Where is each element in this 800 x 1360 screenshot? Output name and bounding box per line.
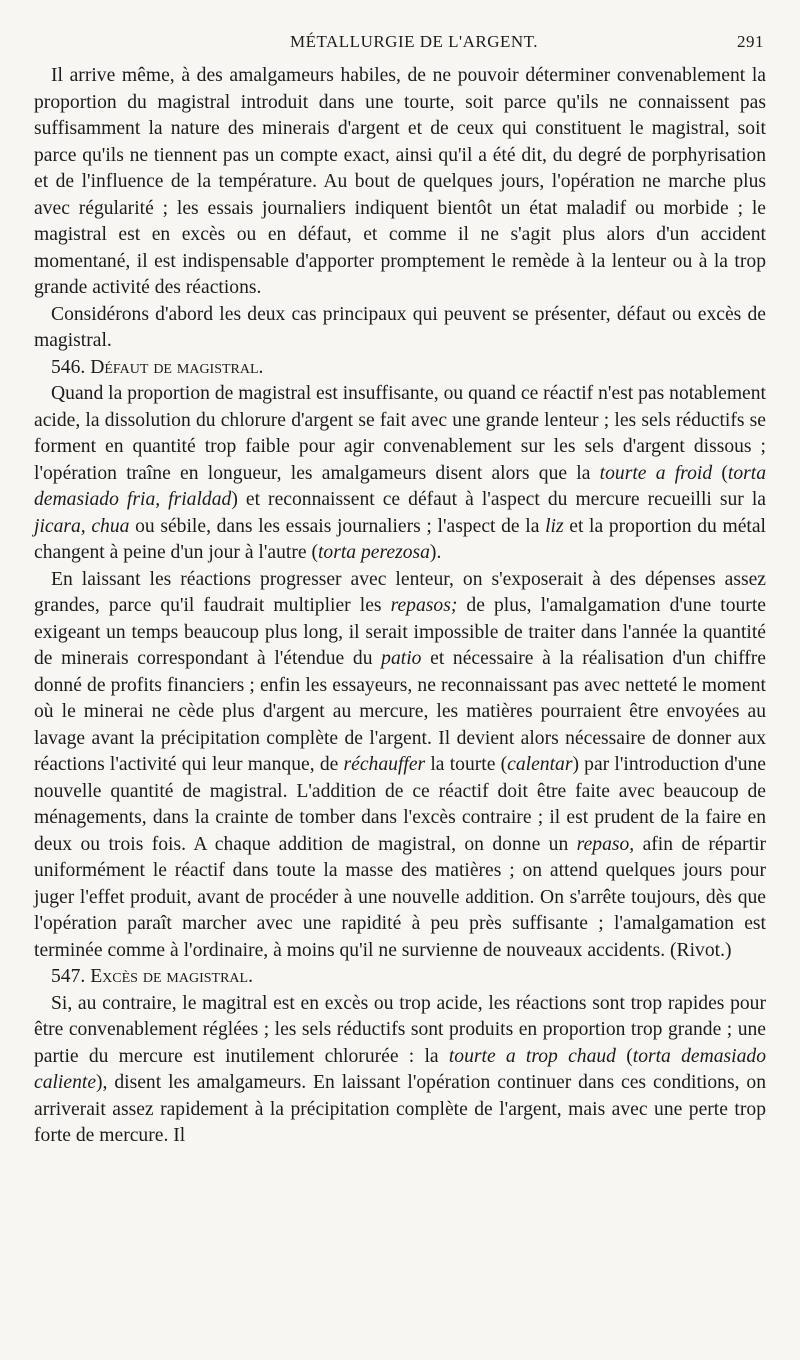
italic-term: réchauffer — [343, 754, 426, 775]
italic-term: torta demasiado caliente — [34, 1045, 766, 1093]
page-number: 291 — [737, 32, 764, 51]
italic-term: torta demasiado fria, frialdad — [34, 462, 766, 510]
paragraph: Si, au contraire, le magitral est en excès ou trop acide, les réactions sont trop rapides pour être convenablement réglées ; les sels réductifs sont produits en proportion trop grande ; une partie du mercure est inutilement chlorurée : la tourte a trop chaud (torta demasiado caliente), disent les amalgameurs. En laissant l'opération continuer dans ces conditions, on arriverait assez rapidement à la précipitation complète de l'argent, mais avec une perte trop forte de mercure. Il — [34, 992, 766, 1146]
running-title: MÉTALLURGIE DE L'ARGENT. — [290, 32, 539, 51]
page-body — [34, 63, 766, 1150]
paragraph: Considérons d'abord les deux cas principaux qui peuvent se présenter, défaut ou excès de magistral. — [34, 303, 766, 351]
paragraph: En laissant les réactions progresser avec lenteur, on s'exposerait à des dépenses assez grandes, parce qu'il faudrait multiplier les repasos; de plus, l'amalgamation d'une tourte exigeant un temps beaucoup plus long, il serait impossible de traiter dans l'année la quantité de minerais correspondant à l'étendue du patio et nécessaire à la réalisation d'un chiffre donné de profits financiers ; enfin les essayeurs, ne reconnaissant pas avec netteté le moment où le minerai ne cède plus d'argent au mercure, les matières pourraient être envoyées au lavage avant la précipitation complète de l'argent. Il devient alors nécessaire de donner aux réactions l'activité qui leur manque, de réchauffer la tourte (calentar) par l'introduction d'une nouvelle quantité de magistral. L'addition de ce réactif doit être faite avec beaucoup de ménagements, dans la crainte de tomber dans l'excès contraire ; il est prudent de la faire en deux ou trois fois. A chaque addition de magistral, on donne un repaso, afin de répartir uniformément le réactif dans toute la masse des matières ; on attend quelques jours pour juger l'effet produit, avant de procéder à une nouvelle addition. On s'arrête toujours, dès que l'opération paraît marcher avec une rapidité à peu près suffisante ; l'amalgamation est terminée comme à l'ordinaire, à moins qu'il ne survienne de nouveaux accidents. (Rivot.) — [34, 568, 767, 961]
section-heading-547 — [34, 964, 766, 991]
italic-term: patio — [381, 648, 422, 669]
paragraph: Il arrive même, à des amalgameurs habiles, de ne pouvoir déterminer convenablement la proportion du magistral introduit dans une tourte, soit parce qu'ils ne connaissent pas suffisamment la nature des minerais d'argent et de ceux qui constituent le magistral, soit parce qu'ils ne tiennent pas un compte exact, ainsi qu'il a été dit, du degré de porphyrisation et de l'influence de la température. Au bout de quelques jours, l'opération ne marche plus avec régularité ; les essais journaliers indiquent bientôt un état maladif ou morbide ; le magistral est en excès ou en défaut, et comme il ne s'agit plus alors d'un accident momentané, il est indispensable d'apporter promptement le remède à la lenteur ou à la trop grande activité des réactions. — [34, 65, 766, 298]
section-title: Défaut de magistral. — [90, 356, 264, 378]
italic-term: tourte a froid — [599, 462, 713, 484]
italic-term: torta perezosa — [317, 542, 430, 563]
running-header — [0, 32, 800, 58]
italic-term: jicara, chua — [34, 515, 130, 537]
italic-term: repasos; — [390, 595, 458, 616]
italic-term: tourte a trop chaud — [448, 1045, 616, 1067]
paragraph: Quand la proportion de magistral est insuffisante, ou quand ce réactif n'est pas notablement acide, la dissolution du chlorure d'argent se fait avec une grande lenteur ; les sels réductifs se forment en quantité trop faible pour agir convenablement sur les sels d'argent dissous ; l'opération traîne en longueur, les amalgameurs disent alors que la tourte a froid (torta demasiado fria, frialdad) et reconnaissent ce défaut à l'aspect du mercure recueilli sur la jicara, chua ou sébile, dans les essais journaliers ; l'aspect de la liz et la proportion du métal changent à peine d'un jour à l'autre (torta perezosa). — [34, 383, 766, 563]
section-heading-546 — [34, 355, 766, 382]
italic-term: liz — [545, 515, 564, 537]
section-title: Excès de magistral. — [90, 966, 253, 987]
italic-term: repaso, — [576, 833, 635, 855]
section-number: 546. — [51, 356, 86, 378]
italic-term: calentar — [507, 754, 573, 775]
section-number: 547. — [51, 966, 86, 987]
